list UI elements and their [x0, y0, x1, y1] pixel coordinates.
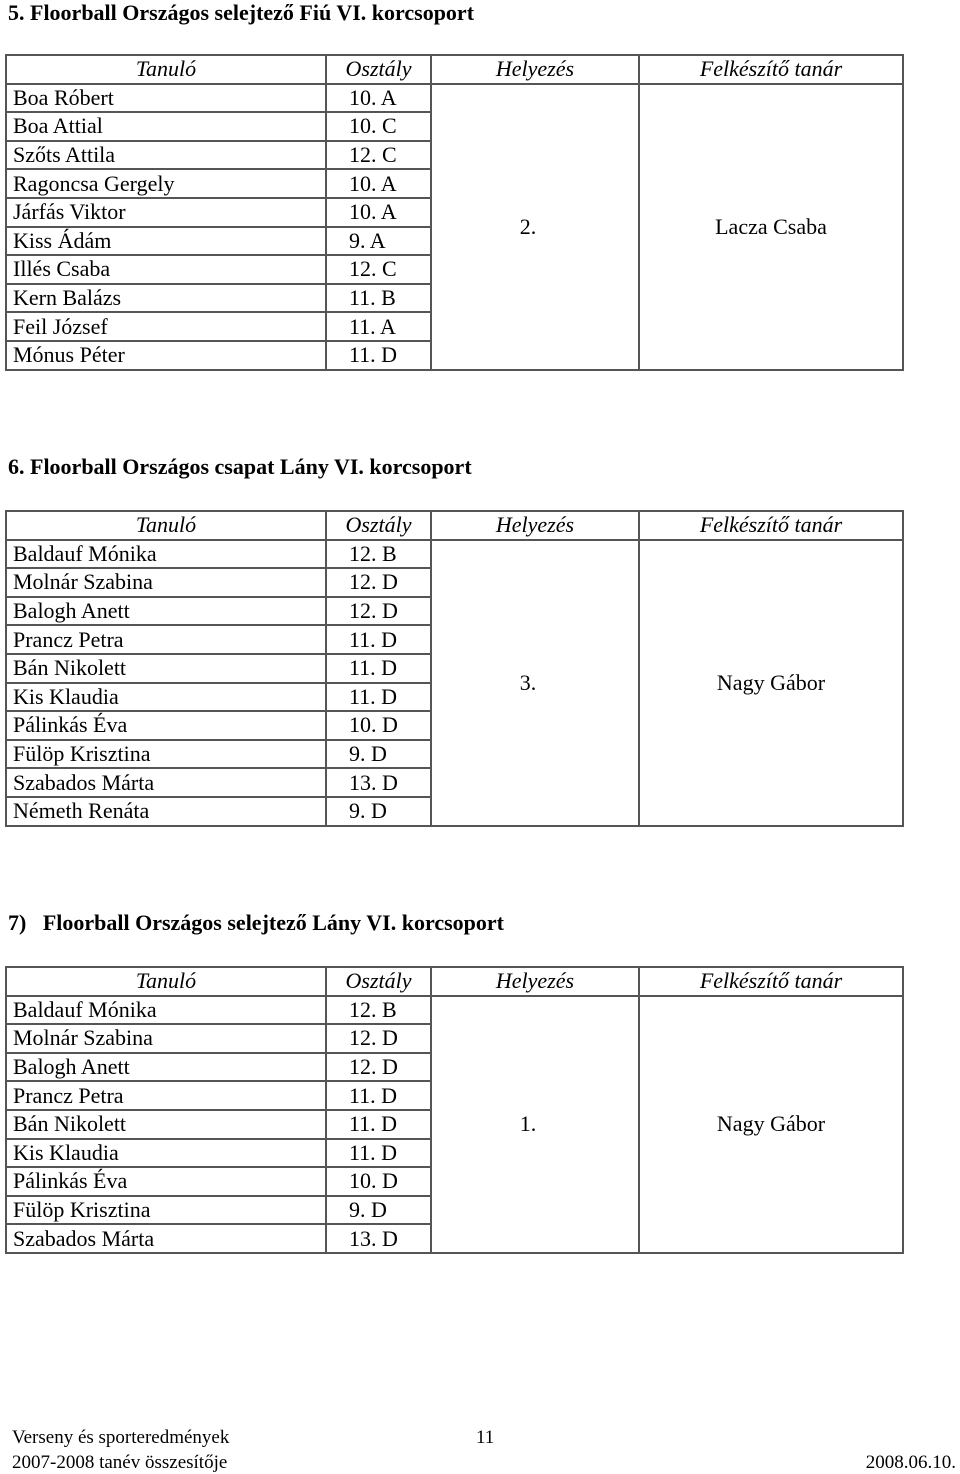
student-name: Boa Attial	[6, 112, 326, 141]
student-class: 11. D	[326, 683, 431, 712]
student-class: 11. D	[326, 1110, 431, 1139]
student-name: Molnár Szabina	[6, 568, 326, 597]
student-name: Pálinkás Éva	[6, 1167, 326, 1196]
student-name: Kiss Ádám	[6, 227, 326, 256]
placement-value: 1.	[431, 996, 639, 1253]
header-class: Osztály	[326, 55, 431, 84]
student-class: 13. D	[326, 1224, 431, 1253]
table-row	[6, 84, 903, 113]
header-student: Tanuló	[6, 55, 326, 84]
table-row	[6, 540, 903, 569]
student-name: Baldauf Mónika	[6, 996, 326, 1025]
section-7-title-text: Floorball Országos selejtező Lány VI. korcsoport	[42, 910, 504, 935]
student-name: Ragoncsa Gergely	[6, 169, 326, 198]
student-name: Boa Róbert	[6, 84, 326, 113]
student-class: 12. C	[326, 255, 431, 284]
table-header-row	[6, 967, 903, 996]
footer-date: 2008.06.10.	[865, 1452, 956, 1473]
student-class: 11. D	[326, 341, 431, 370]
student-class: 11. A	[326, 312, 431, 341]
section-7-number: 7)	[8, 910, 27, 935]
student-class: 10. A	[326, 169, 431, 198]
student-class: 9. D	[326, 740, 431, 769]
student-name: Balogh Anett	[6, 1053, 326, 1082]
results-table-section-6	[5, 510, 904, 827]
student-class: 11. D	[326, 1139, 431, 1168]
student-name: Kis Klaudia	[6, 683, 326, 712]
student-class: 12. C	[326, 141, 431, 170]
student-class: 11. D	[326, 625, 431, 654]
student-name: Fülöp Krisztina	[6, 1196, 326, 1225]
student-class: 12. B	[326, 540, 431, 569]
student-name: Bán Nikolett	[6, 1110, 326, 1139]
header-student: Tanuló	[6, 967, 326, 996]
student-name: Feil József	[6, 312, 326, 341]
student-class: 10. C	[326, 112, 431, 141]
student-class: 11. D	[326, 654, 431, 683]
student-class: 11. D	[326, 1081, 431, 1110]
student-class: 13. D	[326, 768, 431, 797]
student-class: 10. D	[326, 1167, 431, 1196]
teacher-name: Nagy Gábor	[639, 540, 903, 826]
student-class: 10. A	[326, 84, 431, 113]
student-class: 9. D	[326, 797, 431, 826]
student-name: Balogh Anett	[6, 597, 326, 626]
footer-document-title: Verseny és sporteredmények	[12, 1427, 230, 1448]
student-name: Prancz Petra	[6, 625, 326, 654]
results-table-section-7	[5, 966, 904, 1254]
header-placement: Helyezés	[431, 55, 639, 84]
student-name: Járfás Viktor	[6, 198, 326, 227]
student-name: Molnár Szabina	[6, 1024, 326, 1053]
results-table-section-5	[5, 54, 904, 371]
placement-value: 2.	[431, 84, 639, 370]
student-name: Mónus Péter	[6, 341, 326, 370]
student-class: 12. D	[326, 597, 431, 626]
student-name: Szőts Attila	[6, 141, 326, 170]
student-name: Szabados Márta	[6, 768, 326, 797]
student-name: Illés Csaba	[6, 255, 326, 284]
student-class: 12. B	[326, 996, 431, 1025]
student-name: Bán Nikolett	[6, 654, 326, 683]
header-placement: Helyezés	[431, 511, 639, 540]
header-teacher: Felkészítő tanár	[639, 511, 903, 540]
student-class: 11. B	[326, 284, 431, 313]
teacher-name: Nagy Gábor	[639, 996, 903, 1253]
student-class: 9. D	[326, 1196, 431, 1225]
header-class: Osztály	[326, 511, 431, 540]
placement-value: 3.	[431, 540, 639, 826]
student-name: Pálinkás Éva	[6, 711, 326, 740]
footer-page-number: 11	[476, 1427, 495, 1448]
student-class: 9. A	[326, 227, 431, 256]
section-5-title: 5. Floorball Országos selejtező Fiú VI. korcsoport	[8, 0, 475, 25]
student-name: Prancz Petra	[6, 1081, 326, 1110]
header-student: Tanuló	[6, 511, 326, 540]
student-class: 10. D	[326, 711, 431, 740]
student-name: Kis Klaudia	[6, 1139, 326, 1168]
student-name: Kern Balázs	[6, 284, 326, 313]
section-7-title	[8, 910, 504, 936]
table-header-row	[6, 511, 903, 540]
student-name: Fülöp Krisztina	[6, 740, 326, 769]
student-name: Szabados Márta	[6, 1224, 326, 1253]
student-class: 10. A	[326, 198, 431, 227]
student-name: Németh Renáta	[6, 797, 326, 826]
student-class: 12. D	[326, 568, 431, 597]
student-class: 12. D	[326, 1053, 431, 1082]
section-6-title: 6. Floorball Országos csapat Lány VI. korcsoport	[8, 454, 472, 479]
header-placement: Helyezés	[431, 967, 639, 996]
table-header-row	[6, 55, 903, 84]
teacher-name: Lacza Csaba	[639, 84, 903, 370]
student-name: Baldauf Mónika	[6, 540, 326, 569]
footer-school-year: 2007-2008 tanév összesítője	[12, 1452, 228, 1473]
header-class: Osztály	[326, 967, 431, 996]
student-class: 12. D	[326, 1024, 431, 1053]
header-teacher: Felkészítő tanár	[639, 967, 903, 996]
table-row	[6, 996, 903, 1025]
header-teacher: Felkészítő tanár	[639, 55, 903, 84]
